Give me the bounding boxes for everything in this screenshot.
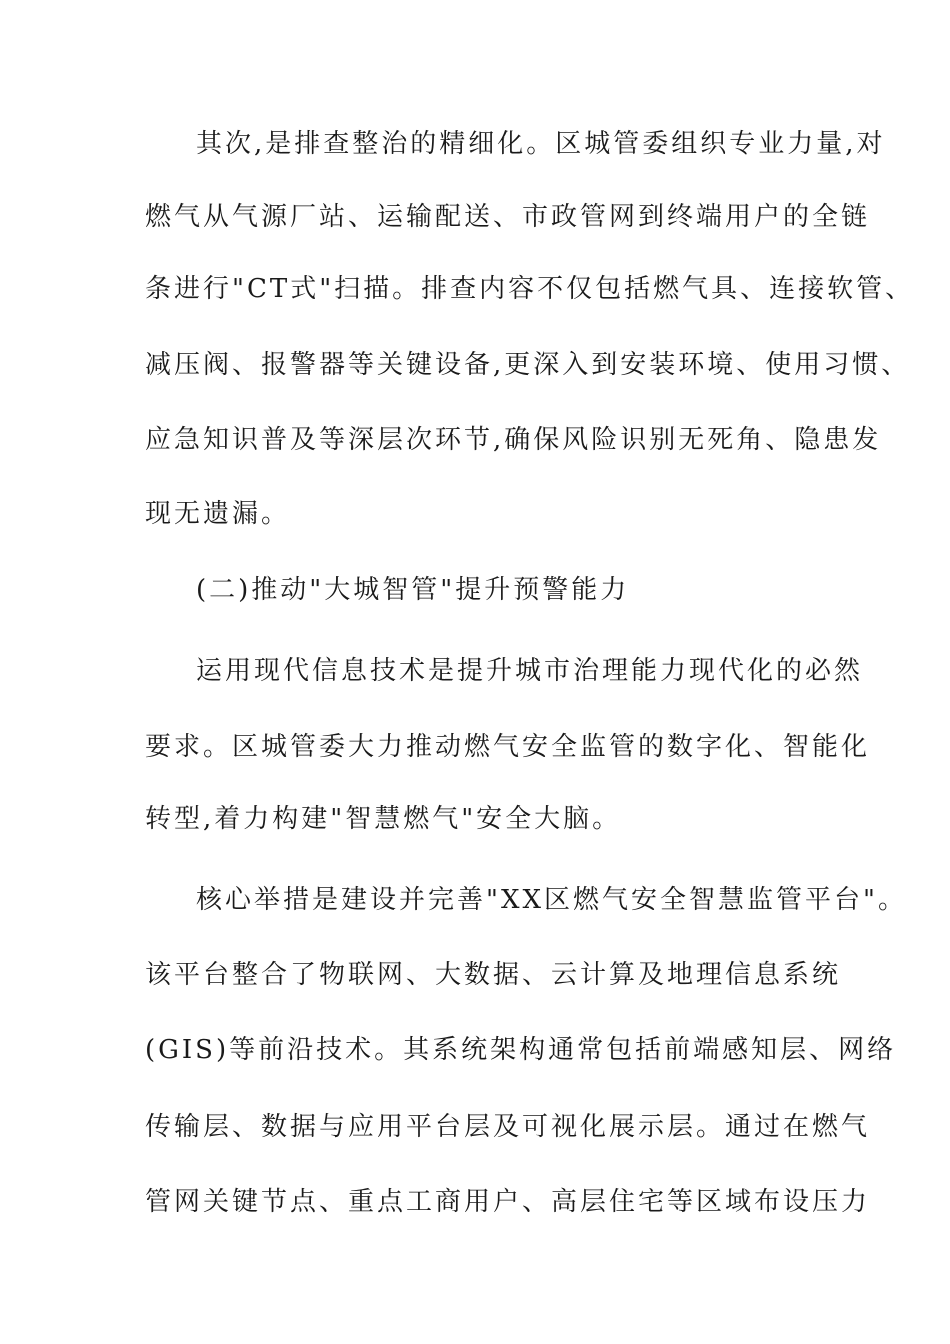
paragraph-line: 转型,着力构建"智慧燃气"安全大脑。 [145,804,622,834]
paragraph-line: 燃气从气源厂站、运输配送、市政管网到终端用户的全链 [145,202,871,232]
paragraph-line: 减压阀、报警器等关键设备,更深入到安装环境、使用习惯、 [145,350,911,380]
paragraph-line: (GIS)等前沿技术。其系统架构通常包括前端感知层、网络 [145,1035,897,1065]
paragraph-line: 其次,是排查整治的精细化。区城管委组织专业力量,对 [196,129,886,159]
paragraph-line: 条进行"CT式"扫描。排查内容不仅包括燃气具、连接软管、 [145,274,915,304]
section-heading: (二)推动"大城智管"提升预警能力 [196,575,630,605]
paragraph-line: 现无遗漏。 [145,499,291,529]
paragraph-line: 传输层、数据与应用平台层及可视化展示层。通过在燃气 [145,1112,871,1142]
paragraph-line: 应急知识普及等深层次环节,确保风险识别无死角、隐患发 [145,425,882,455]
paragraph-line: 要求。区城管委大力推动燃气安全监管的数字化、智能化 [145,732,871,762]
paragraph-line: 该平台整合了物联网、大数据、云计算及地理信息系统 [145,960,842,990]
paragraph-line: 管网关键节点、重点工商用户、高层住宅等区域布设压力 [145,1187,871,1217]
paragraph-line: 核心举措是建设并完善"XX区燃气安全智慧监管平台"。 [196,885,907,915]
paragraph-line: 运用现代信息技术是提升城市治理能力现代化的必然 [196,656,864,686]
